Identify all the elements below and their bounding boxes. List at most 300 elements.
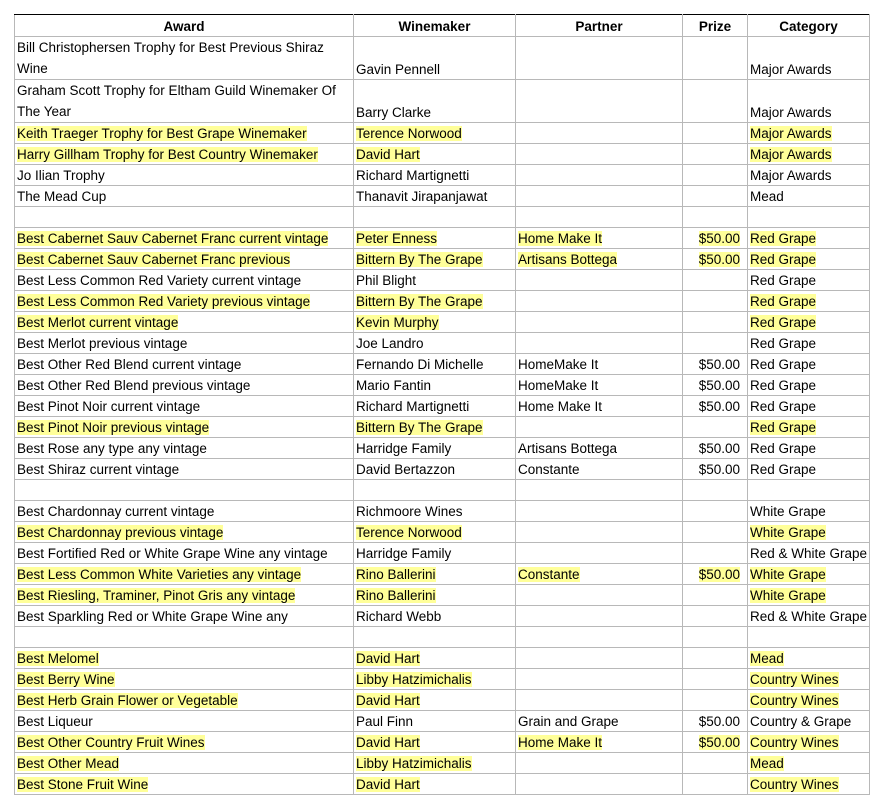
partner-cell-text: Home Make It [518, 231, 603, 246]
partner-cell[interactable] [516, 312, 683, 333]
partner-cell[interactable] [516, 270, 683, 291]
winemaker-cell-text: Gavin Pennell [356, 62, 441, 77]
category-cell[interactable] [748, 354, 870, 375]
partner-cell-text: Artisans Bottega [518, 441, 618, 456]
table-row [15, 37, 870, 80]
award-cell[interactable] [15, 207, 354, 228]
category-cell-text: Red Grape [750, 441, 817, 456]
category-cell[interactable] [748, 774, 870, 795]
category-cell-text: Major Awards [750, 105, 832, 120]
winemaker-cell[interactable] [354, 312, 516, 333]
winemaker-cell[interactable] [354, 543, 516, 564]
partner-cell[interactable] [516, 396, 683, 417]
partner-cell[interactable] [516, 501, 683, 522]
prize-cell[interactable] [683, 522, 748, 543]
winemaker-cell-text: Terence Norwood [356, 525, 462, 540]
header-winemaker[interactable]: Winemaker [354, 15, 516, 37]
prize-cell-text: $50.00 [698, 462, 740, 477]
category-cell[interactable] [748, 711, 870, 732]
winemaker-cell-text: Kevin Murphy [356, 315, 439, 330]
category-cell[interactable] [748, 123, 870, 144]
category-cell[interactable] [748, 228, 870, 249]
category-cell[interactable] [748, 186, 870, 207]
winemaker-cell[interactable] [354, 627, 516, 648]
category-cell-text: Country Wines [750, 735, 839, 750]
category-cell[interactable] [748, 438, 870, 459]
partner-cell[interactable] [516, 165, 683, 186]
table-row [15, 80, 870, 123]
prize-cell[interactable] [683, 417, 748, 438]
partner-cell-text: HomeMake It [518, 357, 599, 372]
award-cell[interactable] [15, 37, 354, 80]
category-cell[interactable] [748, 207, 870, 228]
prize-cell[interactable] [683, 732, 748, 753]
category-cell-text: Red Grape [750, 231, 817, 246]
award-cell[interactable] [15, 585, 354, 606]
prize-cell[interactable] [683, 543, 748, 564]
category-cell[interactable] [748, 291, 870, 312]
table-row [15, 186, 870, 207]
blank-row [15, 480, 870, 501]
winemaker-cell-text: Bittern By The Grape [356, 420, 483, 435]
table-row [15, 669, 870, 690]
prize-cell[interactable] [683, 438, 748, 459]
category-cell-text: Red & White Grape [750, 609, 868, 624]
award-cell[interactable] [15, 522, 354, 543]
category-cell[interactable] [748, 417, 870, 438]
prize-cell[interactable] [683, 459, 748, 480]
winemaker-cell[interactable] [354, 774, 516, 795]
award-cell[interactable] [15, 375, 354, 396]
winemaker-cell[interactable] [354, 270, 516, 291]
winemaker-cell-text: David Bertazzon [356, 462, 456, 477]
table-row [15, 690, 870, 711]
category-cell[interactable] [748, 37, 870, 80]
partner-cell[interactable] [516, 606, 683, 627]
winemaker-cell[interactable] [354, 123, 516, 144]
prize-cell[interactable] [683, 249, 748, 270]
winemaker-cell[interactable] [354, 80, 516, 123]
winemaker-cell-text: Paul Finn [356, 714, 414, 729]
table-row [15, 606, 870, 627]
category-cell[interactable] [748, 249, 870, 270]
prize-cell-text: $50.00 [698, 399, 740, 414]
winemaker-cell[interactable] [354, 585, 516, 606]
category-cell-text: Red Grape [750, 378, 817, 393]
winemaker-cell[interactable] [354, 753, 516, 774]
award-cell[interactable] [15, 459, 354, 480]
prize-cell[interactable] [683, 270, 748, 291]
award-cell[interactable] [15, 165, 354, 186]
partner-cell[interactable] [516, 774, 683, 795]
category-cell[interactable] [748, 564, 870, 585]
award-cell-text: Best Melomel [17, 651, 99, 666]
partner-cell[interactable] [516, 144, 683, 165]
table-row [15, 585, 870, 606]
winemaker-cell-text: Richard Martignetti [356, 168, 470, 183]
winemaker-cell[interactable] [354, 249, 516, 270]
partner-cell[interactable] [516, 375, 683, 396]
partner-cell[interactable] [516, 186, 683, 207]
prize-cell[interactable] [683, 753, 748, 774]
table-row [15, 711, 870, 732]
category-cell-text: Mead [750, 189, 784, 204]
winemaker-cell[interactable] [354, 207, 516, 228]
winemaker-cell[interactable] [354, 333, 516, 354]
partner-cell[interactable] [516, 564, 683, 585]
award-cell[interactable] [15, 753, 354, 774]
partner-cell[interactable] [516, 354, 683, 375]
winemaker-cell[interactable] [354, 459, 516, 480]
category-cell[interactable] [748, 585, 870, 606]
partner-cell-text: Home Make It [518, 399, 603, 414]
blank-row [15, 207, 870, 228]
winemaker-cell[interactable] [354, 438, 516, 459]
partner-cell[interactable] [516, 333, 683, 354]
winemaker-cell[interactable] [354, 228, 516, 249]
winemaker-cell-text: David Hart [356, 735, 420, 750]
award-cell[interactable] [15, 480, 354, 501]
prize-cell[interactable] [683, 648, 748, 669]
winemaker-cell-text: Mario Fantin [356, 378, 432, 393]
award-cell-text: The Mead Cup [17, 189, 107, 204]
award-cell-text: Best Chardonnay previous vintage [17, 525, 224, 540]
awards-table [14, 14, 870, 795]
category-cell-text: Red Grape [750, 462, 817, 477]
partner-cell[interactable] [516, 711, 683, 732]
winemaker-cell[interactable] [354, 186, 516, 207]
winemaker-cell-text: David Hart [356, 693, 420, 708]
prize-cell[interactable] [683, 501, 748, 522]
prize-cell[interactable] [683, 396, 748, 417]
award-cell-text: Bill Christophersen Trophy for Best Previous Shiraz Wine [17, 40, 324, 76]
winemaker-cell[interactable] [354, 396, 516, 417]
prize-cell-text: $50.00 [698, 735, 740, 750]
award-cell[interactable] [15, 732, 354, 753]
prize-cell[interactable] [683, 711, 748, 732]
category-cell[interactable] [748, 501, 870, 522]
table-row [15, 354, 870, 375]
award-cell[interactable] [15, 564, 354, 585]
partner-cell[interactable] [516, 459, 683, 480]
category-cell-text: White Grape [750, 525, 826, 540]
award-cell[interactable] [15, 312, 354, 333]
award-cell[interactable] [15, 711, 354, 732]
prize-cell[interactable] [683, 80, 748, 123]
prize-cell[interactable] [683, 375, 748, 396]
partner-cell-text: Artisans Bottega [518, 252, 618, 267]
prize-cell-text: $50.00 [698, 714, 740, 729]
category-cell-text: Red Grape [750, 420, 817, 435]
award-cell[interactable] [15, 648, 354, 669]
prize-cell[interactable] [683, 606, 748, 627]
category-cell[interactable] [748, 80, 870, 123]
partner-cell[interactable] [516, 522, 683, 543]
award-cell-text: Best Chardonnay current vintage [17, 504, 215, 519]
winemaker-cell[interactable] [354, 711, 516, 732]
award-cell[interactable] [15, 186, 354, 207]
award-cell[interactable] [15, 606, 354, 627]
award-cell[interactable] [15, 333, 354, 354]
award-cell[interactable] [15, 669, 354, 690]
winemaker-cell[interactable] [354, 606, 516, 627]
winemaker-cell[interactable] [354, 690, 516, 711]
partner-cell[interactable] [516, 228, 683, 249]
award-cell[interactable] [15, 774, 354, 795]
partner-cell[interactable] [516, 249, 683, 270]
winemaker-cell-text: Richmoore Wines [356, 504, 463, 519]
partner-cell[interactable] [516, 627, 683, 648]
header-partner[interactable]: Partner [516, 15, 683, 37]
award-cell[interactable] [15, 354, 354, 375]
winemaker-cell[interactable] [354, 480, 516, 501]
award-cell-text: Best Less Common White Varieties any vintage [17, 567, 302, 582]
table-row [15, 291, 870, 312]
category-cell-text: Red & White Grape [750, 546, 868, 561]
winemaker-cell[interactable] [354, 732, 516, 753]
prize-cell[interactable] [683, 585, 748, 606]
table-row [15, 501, 870, 522]
award-cell[interactable] [15, 270, 354, 291]
prize-cell[interactable] [683, 564, 748, 585]
winemaker-cell-text: Rino Ballerini [356, 588, 436, 603]
partner-cell-text: HomeMake It [518, 378, 599, 393]
prize-cell[interactable] [683, 144, 748, 165]
category-cell[interactable] [748, 459, 870, 480]
winemaker-cell-text: David Hart [356, 651, 420, 666]
winemaker-cell-text: Fernando Di Michelle [356, 357, 484, 372]
winemaker-cell-text: Bittern By The Grape [356, 294, 483, 309]
partner-cell[interactable] [516, 207, 683, 228]
award-cell[interactable] [15, 249, 354, 270]
winemaker-cell[interactable] [354, 144, 516, 165]
prize-cell[interactable] [683, 228, 748, 249]
prize-cell[interactable] [683, 207, 748, 228]
award-cell-text: Keith Traeger Trophy for Best Grape Winemaker [17, 126, 307, 141]
award-cell-text: Best Herb Grain Flower or Vegetable [17, 693, 238, 708]
category-cell[interactable] [748, 144, 870, 165]
category-cell[interactable] [748, 543, 870, 564]
prize-cell[interactable] [683, 291, 748, 312]
partner-cell-text: Constante [518, 462, 580, 477]
award-cell-text: Best Less Common Red Variety current vintage [17, 273, 302, 288]
category-cell-text: Major Awards [750, 168, 832, 183]
award-cell-text: Best Fortified Red or White Grape Wine any vintage [17, 546, 328, 561]
category-cell[interactable] [748, 312, 870, 333]
prize-cell[interactable] [683, 165, 748, 186]
winemaker-cell[interactable] [354, 37, 516, 80]
category-cell[interactable] [748, 270, 870, 291]
prize-cell[interactable] [683, 669, 748, 690]
award-cell-text: Best Shiraz current vintage [17, 462, 180, 477]
prize-cell[interactable] [683, 123, 748, 144]
partner-cell[interactable] [516, 123, 683, 144]
winemaker-cell-text: Libby Hatzimichalis [356, 672, 472, 687]
table-row [15, 459, 870, 480]
category-cell[interactable] [748, 669, 870, 690]
award-cell-text: Best Other Mead [17, 756, 120, 771]
award-cell-text: Best Stone Fruit Wine [17, 777, 149, 792]
prize-cell-text: $50.00 [698, 357, 740, 372]
category-cell-text: Country Wines [750, 777, 839, 792]
category-cell[interactable] [748, 522, 870, 543]
category-cell[interactable] [748, 732, 870, 753]
partner-cell-text: Home Make It [518, 735, 603, 750]
prize-cell-text: $50.00 [698, 378, 740, 393]
partner-cell[interactable] [516, 753, 683, 774]
category-cell-text: Red Grape [750, 399, 817, 414]
category-cell-text: Mead [750, 651, 784, 666]
partner-cell[interactable] [516, 690, 683, 711]
category-cell[interactable] [748, 648, 870, 669]
winemaker-cell[interactable] [354, 669, 516, 690]
award-cell-text: Harry Gillham Trophy for Best Country Winemaker [17, 147, 318, 162]
prize-cell[interactable] [683, 354, 748, 375]
winemaker-cell[interactable] [354, 291, 516, 312]
award-cell-text: Jo Ilian Trophy [17, 168, 105, 183]
header-award[interactable]: Award [15, 15, 354, 37]
table-row [15, 417, 870, 438]
category-cell-text: Major Awards [750, 62, 832, 77]
prize-cell[interactable] [683, 774, 748, 795]
award-cell-text: Graham Scott Trophy for Eltham Guild Winemaker Of The Year [17, 83, 336, 119]
winemaker-cell-text: Phil Blight [356, 273, 417, 288]
table-row [15, 375, 870, 396]
partner-cell[interactable] [516, 80, 683, 123]
award-cell-text: Best Rose any type any vintage [17, 441, 207, 456]
category-cell[interactable] [748, 375, 870, 396]
prize-cell[interactable] [683, 312, 748, 333]
partner-cell[interactable] [516, 417, 683, 438]
prize-cell[interactable] [683, 37, 748, 80]
table-row [15, 732, 870, 753]
prize-cell-text: $50.00 [698, 252, 740, 267]
winemaker-cell[interactable] [354, 375, 516, 396]
award-cell[interactable] [15, 144, 354, 165]
winemaker-cell-text: Harridge Family [356, 546, 452, 561]
header-prize[interactable]: Prize [683, 15, 748, 37]
award-cell[interactable] [15, 396, 354, 417]
award-cell[interactable] [15, 123, 354, 144]
winemaker-cell-text: Harridge Family [356, 441, 452, 456]
winemaker-cell-text: Peter Enness [356, 231, 438, 246]
category-cell[interactable] [748, 480, 870, 501]
partner-cell[interactable] [516, 37, 683, 80]
category-cell-text: White Grape [750, 567, 826, 582]
blank-row [15, 627, 870, 648]
category-cell-text: Major Awards [750, 147, 832, 162]
category-cell[interactable] [748, 333, 870, 354]
prize-cell[interactable] [683, 186, 748, 207]
category-cell[interactable] [748, 627, 870, 648]
winemaker-cell-text: David Hart [356, 777, 420, 792]
award-cell-text: Best Berry Wine [17, 672, 115, 687]
award-cell[interactable] [15, 627, 354, 648]
winemaker-cell[interactable] [354, 648, 516, 669]
winemaker-cell[interactable] [354, 522, 516, 543]
winemaker-cell-text: Joe Landro [356, 336, 424, 351]
winemaker-cell[interactable] [354, 564, 516, 585]
table-row [15, 270, 870, 291]
category-cell[interactable] [748, 690, 870, 711]
category-cell[interactable] [748, 396, 870, 417]
category-cell[interactable] [748, 753, 870, 774]
table-row [15, 438, 870, 459]
partner-cell-text: Grain and Grape [518, 714, 619, 729]
award-cell-text: Best Cabernet Sauv Cabernet Franc current vintage [17, 231, 329, 246]
prize-cell[interactable] [683, 333, 748, 354]
category-cell-text: Red Grape [750, 336, 817, 351]
partner-cell-text: Constante [518, 567, 580, 582]
winemaker-cell-text: Libby Hatzimichalis [356, 756, 472, 771]
category-cell[interactable] [748, 165, 870, 186]
winemaker-cell-text: David Hart [356, 147, 420, 162]
prize-cell[interactable] [683, 627, 748, 648]
award-cell-text: Best Liqueur [17, 714, 93, 729]
award-cell[interactable] [15, 543, 354, 564]
category-cell-text: Red Grape [750, 357, 817, 372]
winemaker-cell[interactable] [354, 417, 516, 438]
award-cell-text: Best Cabernet Sauv Cabernet Franc previous [17, 252, 291, 267]
category-cell[interactable] [748, 606, 870, 627]
winemaker-cell-text: Richard Webb [356, 609, 442, 624]
category-cell-text: White Grape [750, 588, 826, 603]
winemaker-cell[interactable] [354, 354, 516, 375]
partner-cell[interactable] [516, 585, 683, 606]
prize-cell[interactable] [683, 690, 748, 711]
table-row [15, 543, 870, 564]
winemaker-cell-text: Thanavit Jirapanjawat [356, 189, 488, 204]
partner-cell[interactable] [516, 732, 683, 753]
award-cell-text: Best Other Red Blend previous vintage [17, 378, 251, 393]
award-cell[interactable] [15, 501, 354, 522]
table-row [15, 123, 870, 144]
prize-cell-text: $50.00 [698, 231, 740, 246]
award-cell[interactable] [15, 291, 354, 312]
award-cell-text: Best Sparkling Red or White Grape Wine any [17, 609, 288, 624]
category-cell-text: Red Grape [750, 252, 817, 267]
table-row [15, 228, 870, 249]
partner-cell[interactable] [516, 291, 683, 312]
award-cell[interactable] [15, 80, 354, 123]
header-category[interactable]: Category [748, 15, 870, 37]
table-row [15, 774, 870, 795]
award-cell[interactable] [15, 690, 354, 711]
award-cell-text: Best Other Country Fruit Wines [17, 735, 205, 750]
partner-cell[interactable] [516, 543, 683, 564]
partner-cell[interactable] [516, 648, 683, 669]
category-cell-text: Red Grape [750, 294, 817, 309]
award-cell[interactable] [15, 228, 354, 249]
winemaker-cell[interactable] [354, 501, 516, 522]
winemaker-cell-text: Bittern By The Grape [356, 252, 483, 267]
partner-cell[interactable] [516, 669, 683, 690]
award-cell-text: Best Merlot current vintage [17, 315, 179, 330]
category-cell-text: Major Awards [750, 126, 832, 141]
award-cell-text: Best Pinot Noir current vintage [17, 399, 201, 414]
award-cell[interactable] [15, 438, 354, 459]
table-row [15, 648, 870, 669]
partner-cell[interactable] [516, 438, 683, 459]
category-cell-text: Mead [750, 756, 784, 771]
table-row [15, 522, 870, 543]
table-row [15, 753, 870, 774]
prize-cell[interactable] [683, 480, 748, 501]
award-cell[interactable] [15, 417, 354, 438]
partner-cell[interactable] [516, 480, 683, 501]
winemaker-cell[interactable] [354, 165, 516, 186]
winemaker-cell-text: Terence Norwood [356, 126, 462, 141]
